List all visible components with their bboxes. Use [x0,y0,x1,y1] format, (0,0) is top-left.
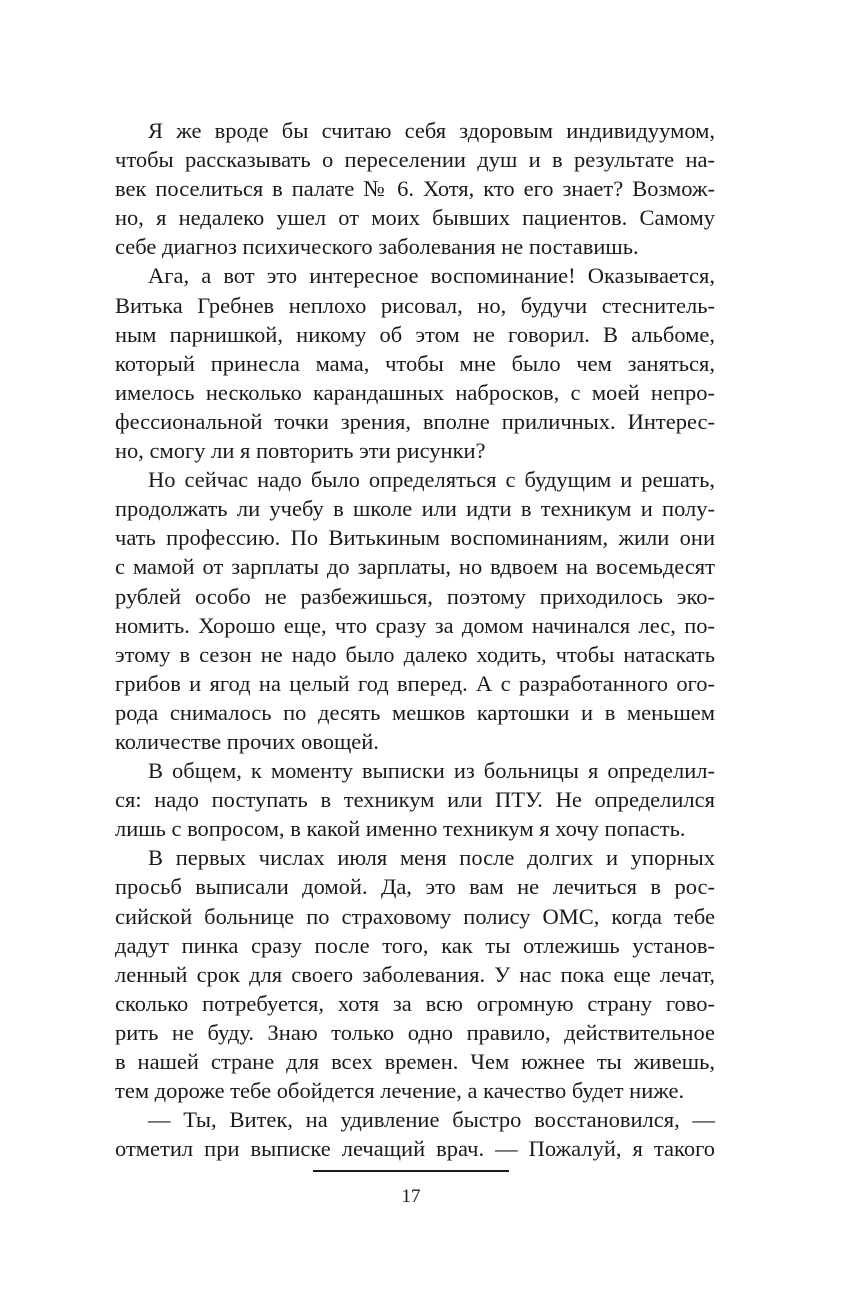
text-line: сколько потребуется, хотя за всю огромную страну гово- [115,990,715,1016]
text-line: фессиональной точки зрения, вполне приличных. Интерес- [115,408,715,434]
text-line: лишь с вопросом, в какой именно техникум я хочу попасть. [115,816,686,842]
text-line: отметил при выписке лечащий врач. — Пожалуй, я такого [115,1136,715,1162]
text-line: грибов и ягод на целый год вперед. А с разработанного ого- [115,670,715,696]
text-line: но, я недалеко ушел от моих бывших пациентов. Самому [115,205,715,231]
text-line: рить не буду. Знаю только одно правило, действительное [115,1019,715,1045]
page-number: 17 [401,1186,421,1207]
text-line: дадут пинка сразу после того, как ты отлежишь установ- [115,932,715,958]
text-line: тем дороже тебе обойдется лечение, а качество будет ниже. [115,1078,685,1104]
text-line: ся: надо поступать в техникум или ПТУ. Не определился [115,787,715,813]
text-line: себе диагноз психического заболевания не поставишь. [115,234,639,260]
text-line: рублей особо не разбежишься, поэтому приходилось эко- [115,583,715,609]
text-line: В общем, к моменту выписки из больницы я определил- [148,758,715,784]
text-line: ленный срок для своего заболевания. У нас пока еще лечат, [115,961,715,987]
text-line: с мамой от зарплаты до зарплаты, но вдвоем на восемьдесят [115,554,715,580]
text-line: этому в сезон не надо было далеко ходить, чтобы натаскать [115,641,715,667]
text-line: продолжать ли учебу в школе или идти в техникум и полу- [115,496,715,522]
text-line: чать профессию. По Витькиным воспоминаниям, жили они [115,525,715,551]
text-line: просьб выписали домой. Да, это вам не лечиться в рос- [115,874,715,900]
text-line: рода снималось по десять мешков картошки и в меньшем [115,699,715,725]
text-line: Я же вроде бы считаю себя здоровым индивидуумом, [148,118,715,143]
footer-divider [313,1170,509,1172]
text-line: Витька Гребнев неплохо рисовал, но, будучи стеснитель- [115,292,715,318]
text-line: но, смогу ли я повторить эти рисунки? [115,438,486,464]
text-line: век поселиться в палате № 6. Хотя, кто его знает? Возмож- [115,176,715,202]
text-line: номить. Хорошо еще, что сразу за домом начинался лес, по- [115,612,715,638]
text-line: который принесла мама, чтобы мне было чем заняться, [115,350,715,376]
text-line: ным парнишкой, никому об этом не говорил. В альбоме, [115,321,715,347]
text-line: сийской больнице по страховому полису ОМС, когда тебе [115,903,715,929]
text-line: чтобы рассказывать о переселении душ и в результате на- [115,147,715,173]
text-line: В первых числах июля меня после долгих и упорных [148,845,715,871]
text-line: количестве прочих овощей. [115,728,379,754]
page-body-text [115,116,715,1163]
text-line: имелось несколько карандашных набросков, с моей непро- [115,379,715,405]
text-line: — Ты, Витек, на удивление быстро восстановился, — [148,1107,715,1133]
text-line: в нашей стране для всех времен. Чем южнее ты живешь, [115,1049,715,1074]
text-line: Но сейчас надо было определяться с будущим и решать, [148,467,715,493]
text-line: Ага, а вот это интересное воспоминание! Оказывается, [148,263,715,289]
